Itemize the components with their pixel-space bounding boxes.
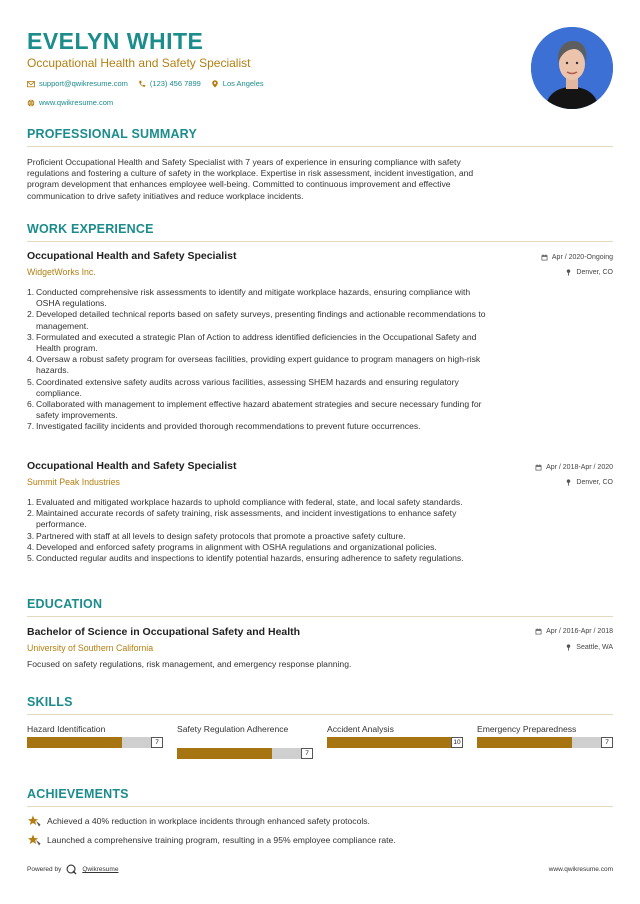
star-icon bbox=[27, 834, 41, 846]
section-title-summary: PROFESSIONAL SUMMARY bbox=[27, 127, 197, 141]
skill-bar bbox=[27, 737, 163, 748]
job-title: Occupational Health and Safety Specialist bbox=[27, 460, 237, 472]
education-dates-text: Apr / 2016-Apr / 2018 bbox=[546, 628, 613, 635]
phone-text: (123) 456 7899 bbox=[149, 79, 201, 88]
job-dates bbox=[541, 254, 613, 261]
job-company: Summit Peak Industries bbox=[27, 477, 120, 487]
skill-item bbox=[327, 724, 463, 748]
achievement-item bbox=[27, 815, 370, 827]
footer-website-link[interactable]: www.qwikresume.com bbox=[548, 866, 613, 873]
education-location bbox=[565, 644, 613, 651]
skill-level: 7 bbox=[301, 748, 313, 759]
section-title-achievements: ACHIEVEMENTS bbox=[27, 787, 129, 801]
profile-photo bbox=[531, 27, 613, 109]
list-item: 2. Developed detailed technical reports based on safety surveys, presenting findings and actionable recommendations to management. bbox=[27, 309, 486, 331]
list-item: 6. Collaborated with management to implement effective hazard abatement strategies and secure necessary funding for safety improvements. bbox=[27, 399, 482, 421]
star-icon bbox=[27, 815, 41, 827]
calendar-icon bbox=[535, 464, 542, 471]
qwikresume-logo-icon bbox=[66, 864, 77, 875]
education-dates bbox=[535, 628, 613, 635]
contact-email[interactable] bbox=[27, 79, 128, 88]
job-location-text: Denver, CO bbox=[576, 479, 613, 486]
skill-item bbox=[177, 724, 313, 759]
job-dates bbox=[535, 464, 613, 471]
website-row bbox=[27, 98, 113, 107]
achievement-text: Achieved a 40% reduction in workplace incidents through enhanced safety protocols. bbox=[47, 816, 370, 826]
mail-icon bbox=[27, 80, 35, 88]
job-location-text: Denver, CO bbox=[576, 269, 613, 276]
footer-brand-link[interactable]: Qwikresume bbox=[82, 866, 119, 873]
skill-bar-fill bbox=[477, 737, 572, 748]
map-pin-icon bbox=[565, 479, 572, 486]
list-item: 1. Conducted comprehensive risk assessments to identify and mitigate workplace hazards, ensuring compliance with OSHA regulations. bbox=[27, 287, 471, 309]
calendar-icon bbox=[535, 628, 542, 635]
skill-bar bbox=[327, 737, 463, 748]
achievement-item bbox=[27, 834, 396, 846]
summary-line: communication to drive safety initiatives and reduce workplace incidents. bbox=[27, 190, 304, 201]
list-item: 3. Formulated and executed a strategic Plan of Action to address identified deficiencies in the Occupational Safety and Health program. bbox=[27, 331, 477, 354]
job-duties-list bbox=[27, 497, 613, 564]
list-item: 4. Developed and enforced safety programs in alignment with OSHA regulations and organizational policies. bbox=[27, 541, 437, 552]
job-company: WidgetWorks Inc. bbox=[27, 267, 96, 277]
skill-bar bbox=[177, 748, 313, 759]
skill-bar bbox=[477, 737, 613, 748]
job-dates-text: Apr / 2018-Apr / 2020 bbox=[546, 464, 613, 471]
skill-item bbox=[477, 724, 613, 748]
skill-level: 7 bbox=[601, 737, 613, 748]
list-item: 3. Partnered with staff at all levels to design safety protocols that promote a proactive safety culture. bbox=[27, 530, 406, 541]
skill-name: Hazard Identification bbox=[27, 724, 106, 734]
contact-phone[interactable] bbox=[138, 79, 201, 88]
section-divider bbox=[27, 146, 613, 147]
candidate-name: EVELYN WHITE bbox=[27, 28, 204, 54]
job-dates-text: Apr / 2020-Ongoing bbox=[551, 254, 613, 261]
job-location bbox=[565, 269, 613, 276]
calendar-icon bbox=[541, 254, 548, 261]
school-name: University of Southern California bbox=[27, 643, 154, 653]
section-title-work: WORK EXPERIENCE bbox=[27, 222, 154, 236]
skill-level: 10 bbox=[451, 737, 463, 748]
list-item: 4. Oversaw a robust safety program for overseas facilities, providing expert guidance to program managers on high-risk hazards. bbox=[27, 354, 481, 376]
contact-website[interactable] bbox=[27, 98, 113, 107]
summary-line: regulations and fostering a culture of safety in the workplace. Expertise in risk assessment, incident investigation, and bbox=[27, 168, 474, 179]
summary-line: program development that enhances employee well-being. Committed to continuous improvement and effective bbox=[27, 179, 451, 190]
summary-line: Proficient Occupational Health and Safety Specialist with 7 years of experience in ensuring compliance with safety bbox=[27, 157, 461, 167]
candidate-role: Occupational Health and Safety Specialist bbox=[27, 56, 251, 70]
location-text: Los Angeles bbox=[222, 79, 264, 88]
education-location-text: Seattle, WA bbox=[576, 644, 613, 651]
list-item: 7. Investigated facility incidents and provided thorough recommendations to prevent future occurrences. bbox=[27, 421, 421, 432]
skill-bar-fill bbox=[327, 737, 463, 748]
skill-bar-fill bbox=[27, 737, 122, 748]
list-item: 5. Conducted regular audits and inspections to identify potential hazards, ensuring adherence to safety regulations. bbox=[27, 553, 464, 564]
phone-icon bbox=[138, 80, 146, 88]
section-divider bbox=[27, 806, 613, 807]
job-location bbox=[565, 479, 613, 486]
skill-name: Emergency Preparedness bbox=[477, 724, 577, 734]
skill-item bbox=[27, 724, 163, 748]
skill-name: Accident Analysis bbox=[327, 724, 394, 734]
section-title-education: EDUCATION bbox=[27, 597, 103, 611]
list-item: 5. Coordinated extensive safety audits across various facilities, assessing SHEM hazards and ensuring regulatory compliance. bbox=[27, 376, 459, 398]
contact-location bbox=[211, 79, 264, 88]
summary-text bbox=[27, 157, 617, 202]
footer-powered-by bbox=[27, 864, 118, 875]
powered-by-label: Powered by bbox=[27, 866, 62, 873]
map-pin-icon bbox=[565, 269, 572, 276]
section-title-skills: SKILLS bbox=[27, 695, 73, 709]
skill-bar-fill bbox=[177, 748, 272, 759]
degree-title: Bachelor of Science in Occupational Safety and Health bbox=[27, 626, 301, 638]
education-description: Focused on safety regulations, risk management, and emergency response planning. bbox=[27, 659, 352, 669]
skill-level: 7 bbox=[151, 737, 163, 748]
contact-row bbox=[27, 79, 264, 88]
list-item: 2. Maintained accurate records of safety training, risk assessments, and incident investigations to enhance safety performance. bbox=[27, 508, 457, 530]
job-title: Occupational Health and Safety Specialist bbox=[27, 250, 237, 262]
email-text: support@qwikresume.com bbox=[39, 79, 128, 88]
globe-icon bbox=[27, 99, 35, 107]
job-duties-list bbox=[27, 287, 613, 433]
section-divider bbox=[27, 616, 613, 617]
list-item: 1. Evaluated and mitigated workplace hazards to uphold compliance with federal, state, and local safety standards. bbox=[27, 497, 463, 507]
website-text: www.qwikresume.com bbox=[39, 98, 114, 107]
location-pin-icon bbox=[211, 80, 219, 88]
skill-name: Safety Regulation Adherence bbox=[177, 724, 289, 734]
map-pin-icon bbox=[565, 644, 572, 651]
section-divider bbox=[27, 714, 613, 715]
achievement-text: Launched a comprehensive training program, resulting in a 95% employee compliance rate. bbox=[47, 835, 396, 845]
section-divider bbox=[27, 241, 613, 242]
